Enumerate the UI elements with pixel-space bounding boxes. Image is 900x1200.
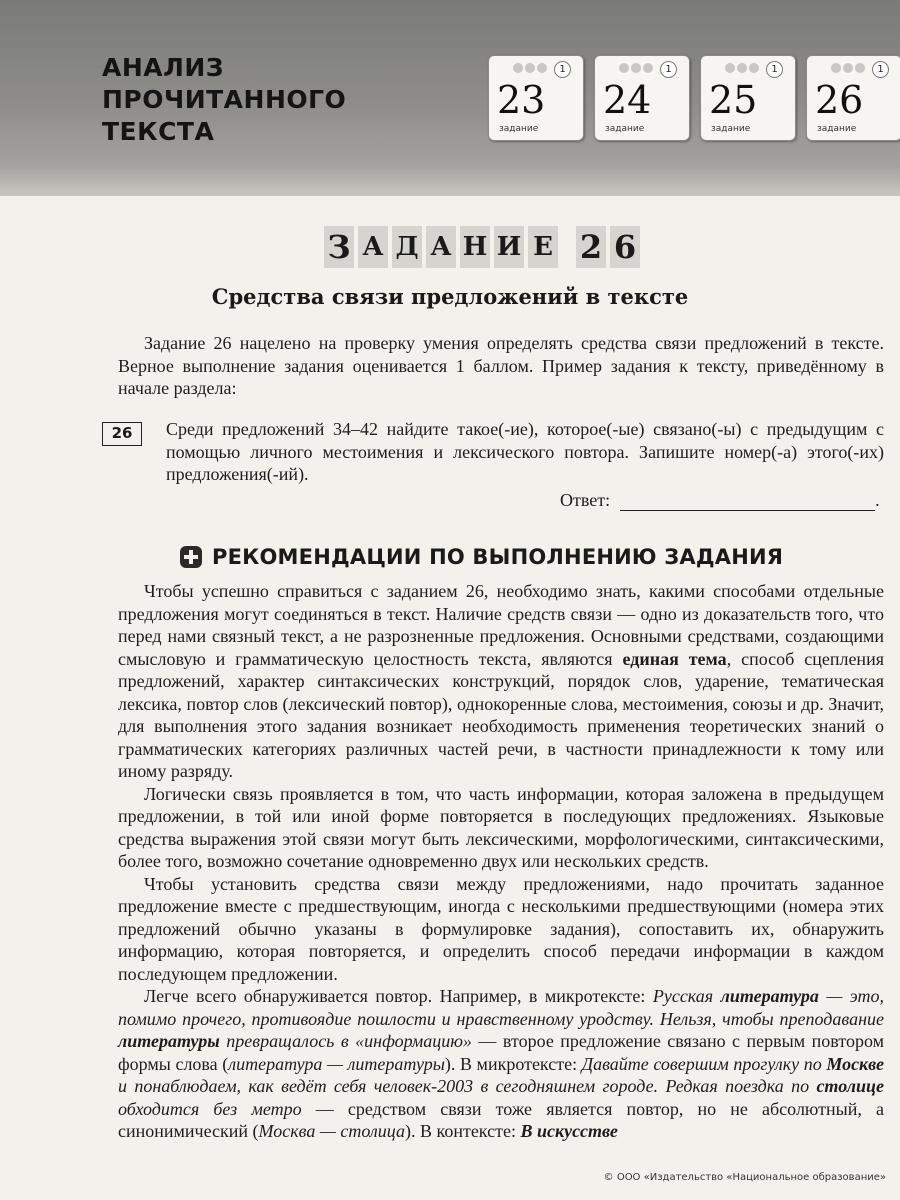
answer-period: . — [875, 490, 880, 510]
bold-term: единая тема — [622, 648, 727, 669]
heading-spacer — [562, 226, 572, 268]
difficulty-dots-icon — [513, 63, 547, 73]
heading-letter: И — [494, 226, 524, 268]
card-label: задание — [817, 124, 857, 134]
bold-italic-term: В искусстве — [520, 1121, 618, 1141]
task-text: Среди предложений 34–42 найдите такое(-ие), которое(-ые) связано(-ы) с предыдущим с помощью личного местоимения и лексического повтора. Запишите номер(-а) этого(-их) предложения(-ий). — [166, 419, 884, 484]
text-run: ). В контексте: — [404, 1121, 521, 1141]
score-badge: 1 — [766, 61, 783, 78]
plus-icon — [180, 546, 202, 568]
heading-digit: 2 — [576, 226, 606, 268]
paragraph-1 — [118, 580, 884, 783]
heading-letter: З — [324, 226, 354, 268]
publisher-footer: © ООО «Издательство «Национальное образование» — [603, 1172, 886, 1183]
section-title-line: ПРОЧИТАННОГО — [102, 85, 347, 114]
difficulty-dots-icon — [831, 63, 865, 73]
section-title-line: АНАЛИЗ — [102, 53, 225, 82]
task-cards — [488, 55, 900, 141]
paragraph-3: Чтобы установить средства связи между предложениями, надо прочитать заданное предложение вместе с предшествующим, иногда с несколькими предшествующими (номера этих предложений обычно указаны в формулировке задания), сопоставить их, обнаружить информацию, которая повторяется, и определить способ передачи информации в каждом последующем предложении. — [118, 873, 884, 984]
difficulty-dots-icon — [725, 63, 759, 73]
heading-letter: Е — [528, 226, 558, 268]
answer-field[interactable] — [620, 493, 875, 511]
answer-row — [560, 490, 880, 511]
section-title — [102, 52, 346, 148]
italic-run: Давайте совершим прогулку по — [581, 1053, 827, 1074]
recommendations-body — [118, 580, 884, 1143]
recommendations-heading — [180, 545, 783, 569]
heading-letter: Д — [392, 226, 422, 268]
italic-run: и понаблюдаем, как ведёт себя человек-2003 в сегодняшнем городе. Редкая поездка по — [118, 1076, 817, 1096]
text-run: Легче всего обнаруживается повтор. Например, в микротексте: — [144, 986, 653, 1006]
card-number: 23 — [497, 78, 546, 122]
intro-paragraph: Задание 26 нацелено на проверку умения определять средства связи предложений в тексте. Верное выполнение задания оценивается 1 баллом. Пример задания к тексту, приведённому в начале раздела: — [118, 333, 884, 398]
text-run: — средством связи тоже является повтор, но не абсолютный, а синонимический ( — [118, 1098, 885, 1141]
card-label: задание — [605, 124, 645, 134]
italic-run: — это, помимо прочего, противоядие пошлости и нравственному уродству. Нельзя, чтобы преподавание — [118, 986, 884, 1029]
text-run: , способ сцепления предложений, характер синтаксических конструкций, порядок слов, ударение, тематическая лексика, повтор слов (лексический повтор), однокоренные слова, местоимения, союзы и др. Значит, для выполнения этого задания возникает необходимость применения теоретических знаний о грамматических категориях различных частей речи, в частности принадлежности к тому или иному разряду. — [118, 648, 884, 781]
task-card-24 — [594, 55, 690, 141]
heading-digit: 6 — [610, 226, 640, 268]
section-title-line: ТЕКСТА — [102, 117, 215, 146]
italic-run: обходится без метро — [118, 1098, 302, 1119]
answer-label: Ответ: — [560, 490, 611, 510]
bold-italic-term: литературы — [118, 1031, 220, 1051]
card-number: 25 — [709, 78, 758, 122]
card-label: задание — [499, 124, 539, 134]
text-run: Чтобы успешно справиться с заданием 26, необходимо знать, какими способами отдельные предложения могут соединяться в текст. Наличие средств связи — одно из доказательств того, что перед нами связный текст, а не разрозненные предложения. Основными средствами, создающими смысловую и грамматическую целостность текста, являются — [118, 581, 884, 669]
heading-letter: Н — [460, 226, 490, 268]
italic-run: Москва — столица — [258, 1121, 405, 1141]
task-card-23 — [488, 55, 584, 141]
card-label: задание — [711, 124, 751, 134]
task-card-25 — [700, 55, 796, 141]
score-badge: 1 — [660, 61, 677, 78]
task-number-box: 26 — [102, 422, 142, 446]
italic-run: литература — литературы — [228, 1053, 445, 1074]
recommendations-title: РЕКОМЕНДАЦИИ ПО ВЫПОЛНЕНИЮ ЗАДАНИЯ — [212, 545, 784, 569]
text-run: ). В микротексте: — [444, 1053, 582, 1074]
heading-letter: А — [426, 226, 456, 268]
bold-italic-term: Москве — [826, 1053, 884, 1074]
italic-run: Русская — [652, 986, 721, 1006]
score-badge: 1 — [872, 61, 889, 78]
bold-italic-term: столице — [816, 1076, 884, 1096]
page-subtitle: Средства связи предложений в тексте — [211, 284, 689, 309]
difficulty-dots-icon — [619, 63, 653, 73]
task-heading — [324, 226, 640, 268]
heading-letter: А — [358, 226, 388, 268]
score-badge: 1 — [554, 61, 571, 78]
card-number: 24 — [603, 78, 652, 122]
card-number: 26 — [815, 78, 864, 122]
task-card-26 — [806, 55, 900, 141]
bold-italic-term: литература — [720, 986, 819, 1006]
text-run: — второе предложение связано с первым повтором формы слова ( — [118, 1031, 884, 1074]
paragraph-4 — [118, 985, 884, 1143]
italic-run: превращалось в «информацию» — [219, 1031, 472, 1051]
paragraph-2: Логически связь проявляется в том, что часть информации, которая заложена в предыдущем предложении, в той или иной форме повторяется в последующих предложениях. Языковые средства выражения этой связи могут быть лексическими, морфологическими, синтаксическими, более того, возможно сочетание одновременно двух или нескольких средств. — [118, 783, 884, 871]
